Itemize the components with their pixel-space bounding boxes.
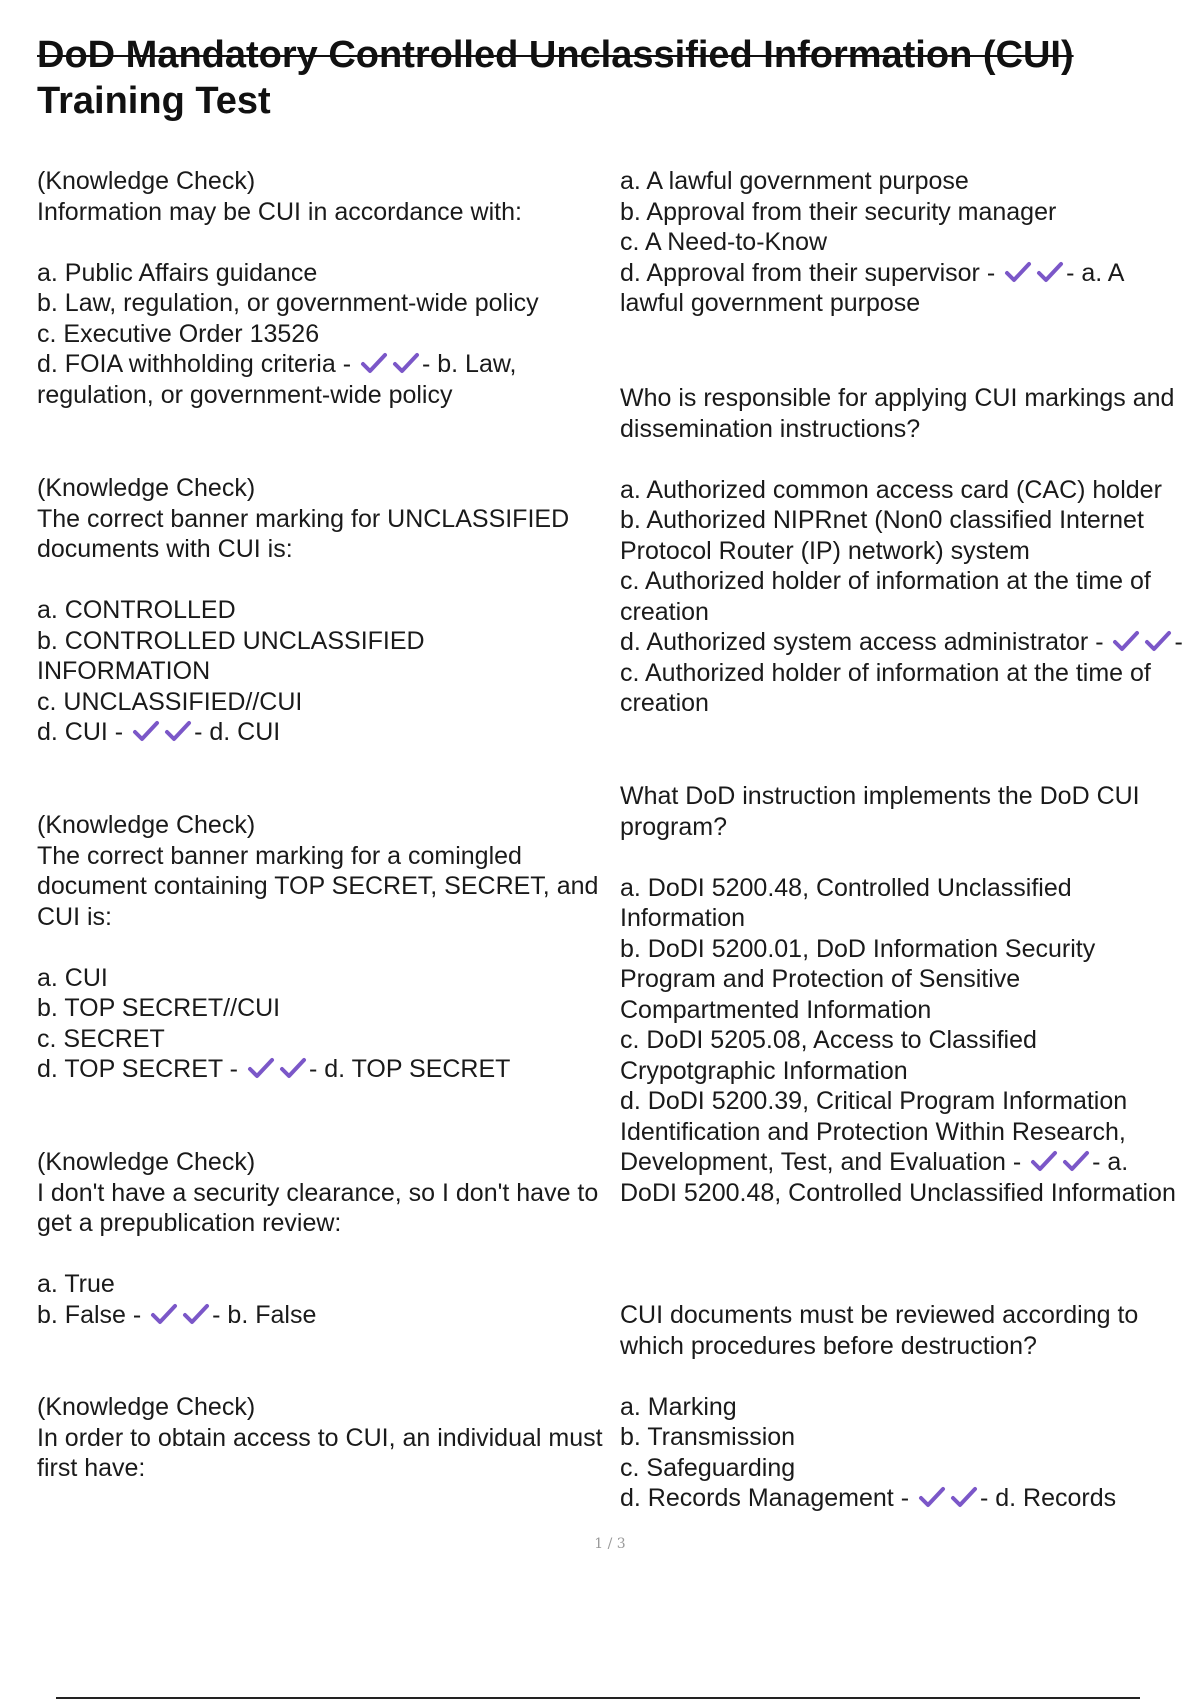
answer-option: d. Approval from their supervisor - — [620, 258, 996, 287]
answer-line — [620, 258, 1190, 319]
check-icon — [1062, 1149, 1090, 1173]
check-icon — [1112, 629, 1140, 653]
check-icon — [950, 1485, 978, 1509]
question-prompt: CUI documents must be reviewed according to which procedures before destruction? — [620, 1301, 1139, 1360]
answer-option: c. Executive Order 13526 — [37, 319, 320, 348]
answer-option: d. DoDI 5200.39, Critical Program Information Identification and Protection Within Research, Development, Test, and Evaluation - — [620, 1087, 1128, 1176]
check-icon — [392, 351, 420, 375]
question-block — [37, 473, 605, 748]
question-prompt: Who is responsible for applying CUI markings and dissemination instructions? — [620, 384, 1175, 443]
answer-line — [620, 1086, 1190, 1208]
knowledge-check-tag: (Knowledge Check) — [37, 474, 256, 502]
check-icon — [182, 1302, 210, 1326]
answer-option: a. A lawful government purpose — [620, 167, 969, 195]
check-icon — [1030, 1149, 1058, 1173]
answer-option: c. Safeguarding — [620, 1453, 796, 1482]
question-prompt: In order to obtain access to CUI, an individual must first have: — [37, 1423, 603, 1482]
question-prompt: The correct banner marking for UNCLASSIFIED documents with CUI is: — [37, 504, 570, 563]
answer-line — [620, 627, 1190, 719]
correct-answer: - d. Records — [979, 1484, 1117, 1512]
answer-option: a. True — [37, 1270, 115, 1298]
title-line-2: Training Test — [37, 80, 271, 122]
answer-option: c. Authorized holder of information at the time of creation — [620, 567, 1151, 626]
check-icon — [132, 719, 160, 743]
footer-divider — [56, 1697, 1140, 1699]
question-block — [620, 383, 1190, 719]
answer-option: b. CONTROLLED UNCLASSIFIED INFORMATION — [37, 626, 425, 685]
answer-option: b. Transmission — [620, 1423, 796, 1451]
correct-answer: - c. Authorized holder of information at the time of creation — [620, 628, 1183, 717]
correct-answer: - d. TOP SECRET — [308, 1055, 511, 1083]
answer-option: b. Approval from their security manager — [620, 197, 1057, 226]
answer-option: b. False - — [37, 1300, 142, 1329]
knowledge-check-tag: (Knowledge Check) — [37, 1148, 256, 1176]
question-prompt: The correct banner marking for a comingled document containing TOP SECRET, SECRET, and CUI is: — [37, 841, 599, 931]
answer-option: c. UNCLASSIFIED//CUI — [37, 687, 303, 716]
page-title — [37, 32, 1157, 124]
check-icon — [247, 1056, 275, 1080]
answer-option: a. Public Affairs guidance — [37, 258, 318, 287]
answer-option: a. CUI — [37, 963, 108, 992]
answer-option: b. Law, regulation, or government-wide policy — [37, 289, 539, 317]
question-continuation — [620, 166, 1190, 319]
answer-line — [37, 1300, 605, 1331]
answer-option: d. CUI - — [37, 718, 124, 746]
question-prompt: Information may be CUI in accordance with: — [37, 197, 522, 226]
correct-answer: - a. DoDI 5200.48, Controlled Unclassified Information — [620, 1148, 1176, 1207]
question-prompt: I don't have a security clearance, so I don't have to get a prepublication review: — [37, 1178, 599, 1237]
answer-line — [37, 717, 605, 748]
question-prompt: What DoD instruction implements the DoD CUI program? — [620, 782, 1140, 841]
answer-line — [37, 1054, 605, 1085]
page-number: 1 / 3 — [594, 1536, 626, 1552]
check-icon — [1004, 260, 1032, 284]
check-icon — [279, 1056, 307, 1080]
answer-option: d. TOP SECRET - — [37, 1055, 239, 1083]
check-icon — [1036, 260, 1064, 284]
answer-option: d. Authorized system access administrator - — [620, 628, 1104, 656]
correct-answer: - a. A lawful government purpose — [620, 258, 1124, 317]
question-block — [620, 781, 1190, 1208]
check-icon — [360, 351, 388, 375]
answer-option: b. DoDI 5200.01, DoD Information Security Program and Protection of Sensitive Compartmented Information — [620, 934, 1096, 1024]
question-block — [37, 810, 605, 1085]
check-icon — [164, 719, 192, 743]
question-block — [37, 1147, 605, 1330]
answer-option: a. Authorized common access card (CAC) holder — [620, 475, 1162, 504]
answer-option: a. Marking — [620, 1392, 737, 1421]
check-icon — [150, 1302, 178, 1326]
answer-option: b. Authorized NIPRnet (Non0 classified Internet Protocol Router (IP) network) system — [620, 506, 1144, 565]
answer-option: c. DoDI 5205.08, Access to Classified Crypotgraphic Information — [620, 1026, 1037, 1085]
question-block — [37, 1392, 605, 1484]
answer-line — [37, 349, 605, 410]
knowledge-check-tag: (Knowledge Check) — [37, 811, 256, 839]
answer-option: a. CONTROLLED — [37, 596, 236, 624]
correct-answer: - b. Law, regulation, or government-wide policy — [37, 350, 517, 409]
check-icon — [918, 1485, 946, 1509]
answer-option: d. Records Management - — [620, 1484, 910, 1512]
knowledge-check-tag: (Knowledge Check) — [37, 1393, 256, 1421]
answer-option: c. A Need-to-Know — [620, 228, 828, 256]
correct-answer: - d. CUI — [194, 718, 281, 746]
question-block — [620, 1300, 1190, 1514]
answer-option: b. TOP SECRET//CUI — [37, 994, 281, 1022]
title-line-1: DoD Mandatory Controlled Unclassified Information (CUI) — [37, 34, 1074, 76]
correct-answer: - b. False — [212, 1300, 317, 1329]
answer-option: c. SECRET — [37, 1024, 165, 1053]
question-block — [37, 166, 605, 410]
check-icon — [1144, 629, 1172, 653]
knowledge-check-tag: (Knowledge Check) — [37, 167, 256, 195]
answer-option: a. DoDI 5200.48, Controlled Unclassified Information — [620, 873, 1072, 932]
answer-option: d. FOIA withholding criteria - — [37, 350, 352, 378]
answer-line — [620, 1483, 1190, 1514]
